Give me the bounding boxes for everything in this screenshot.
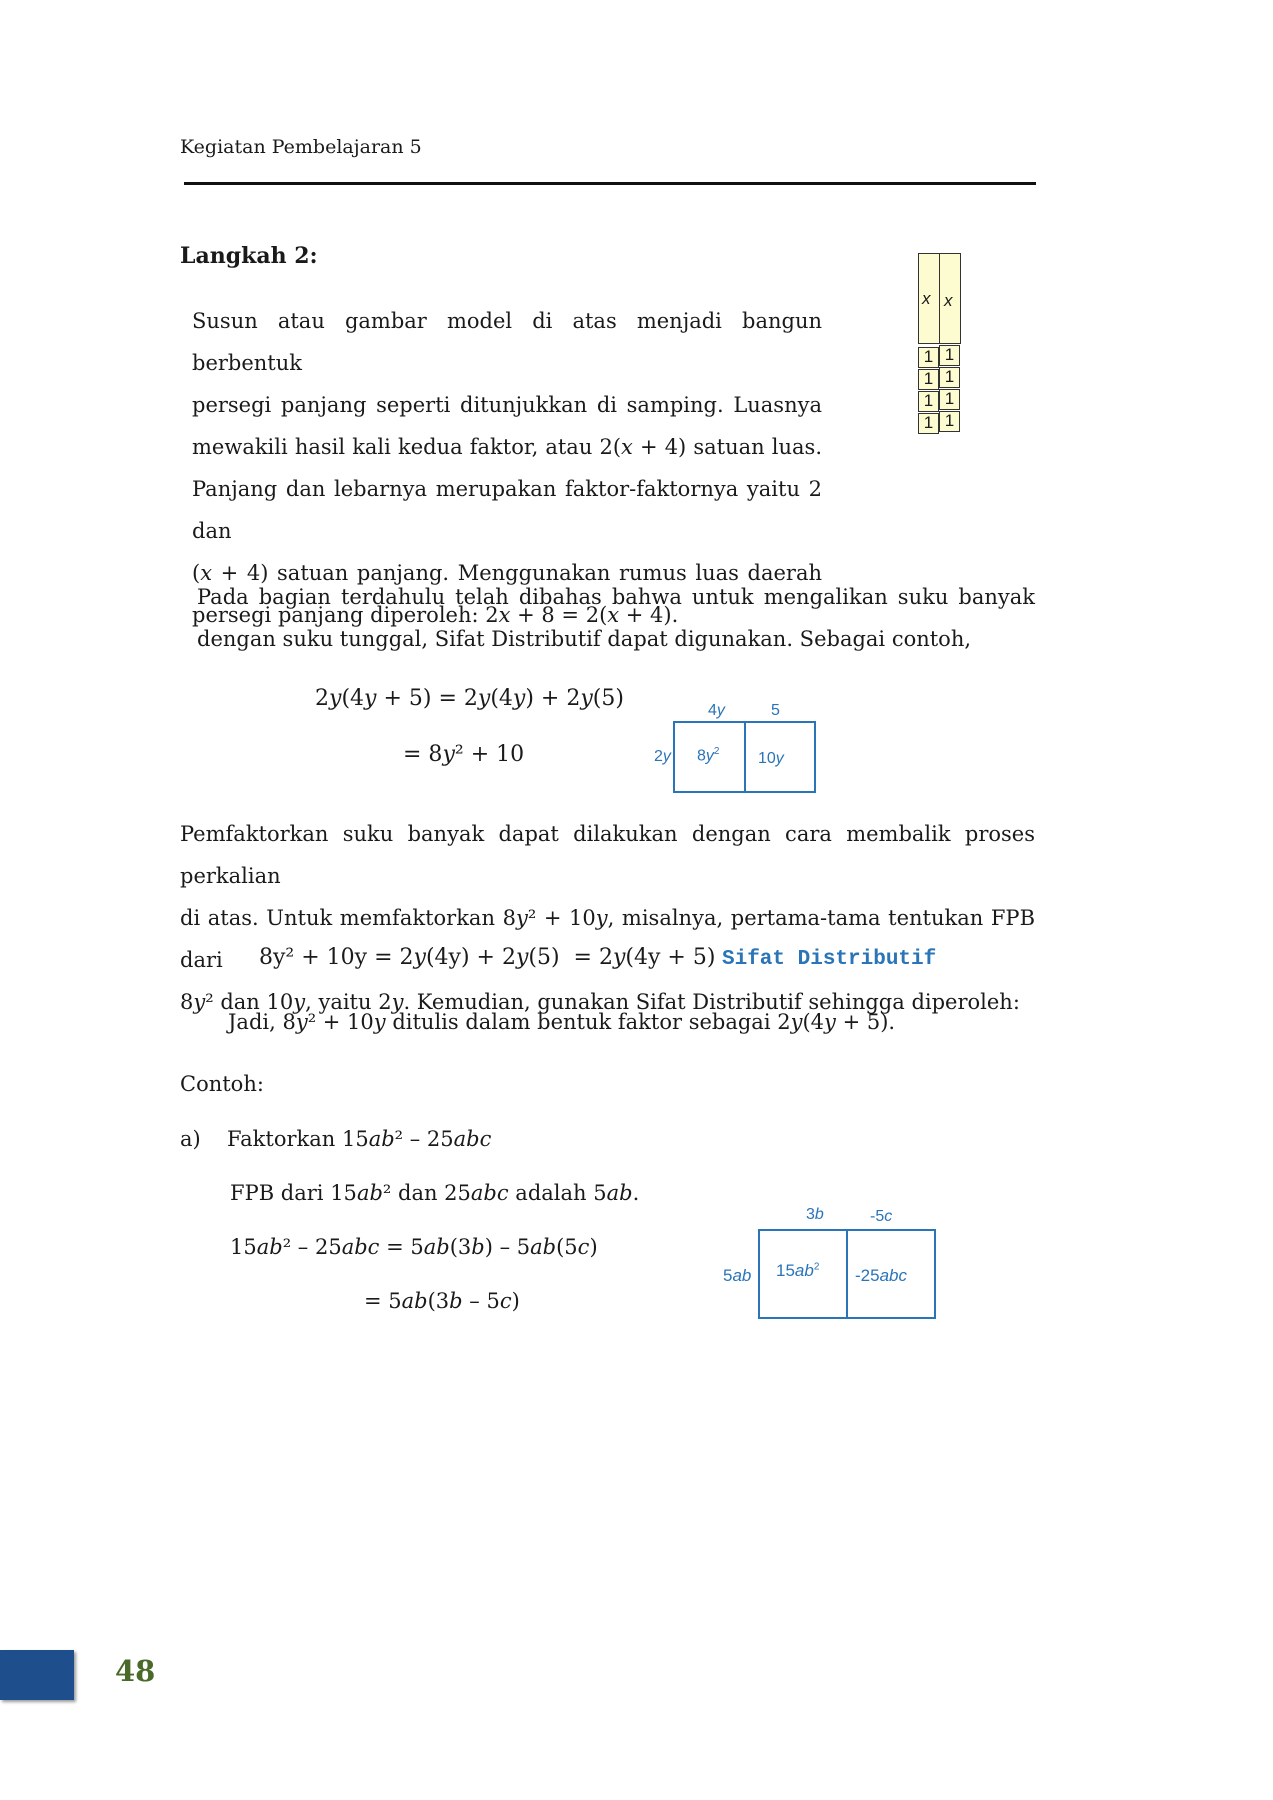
x-tile-1-label: x: [922, 289, 931, 308]
unit-tile: 1: [939, 411, 960, 432]
unit-tile: 1: [918, 369, 939, 390]
step-line-5: (x + 4) satuan panjang. Menggunakan rumus luas daerah: [192, 561, 822, 585]
area1-cell-left-text: $8y^2$: [697, 746, 720, 765]
distributive-line-2: dengan suku tunggal, Sifat Distributif dapat digunakan. Sebagai contoh,: [197, 627, 972, 651]
x-tile-2-label: x: [944, 291, 953, 310]
conclusion: Jadi, 8y² + 10y ditulis dalam bentuk faktor sebagai 2y(4y + 5).: [228, 1010, 896, 1034]
area2-top-left-label: 3b: [806, 1206, 824, 1223]
contoh-item-marker: a): [180, 1127, 201, 1151]
step-heading: Langkah 2:: [180, 243, 318, 269]
contoh-item-title: Faktorkan 15ab² – 25abc: [227, 1127, 492, 1151]
distributive-paragraph: [197, 576, 1035, 660]
header-title: Kegiatan Pembelajaran 5: [180, 136, 422, 158]
factor-eq-note: Sifat Distributif: [722, 948, 937, 971]
factoring-line-2: di atas. Untuk memfaktorkan 8y² + 10y, misalnya, pertama-tama tentukan FPB dari: [180, 906, 1035, 972]
area1-side-label: 2y: [654, 748, 671, 765]
distributive-line-1: Pada bagian terdahulu telah dibahas bahwa untuk mengalikan suku banyak: [197, 585, 1035, 609]
step-line-1: Susun atau gambar model di atas menjadi bangun berbentuk: [192, 309, 822, 375]
contoh-eq-line-2: = 5ab(3b – 5c): [364, 1289, 520, 1313]
unit-tile: 1: [918, 347, 939, 368]
contoh-fpb-line: FPB dari 15ab² dan 25abc adalah 5ab.: [230, 1181, 640, 1205]
area2-side-label: 5ab: [723, 1266, 752, 1285]
step-line-4: Panjang dan lebarnya merupakan faktor-faktornya yaitu 2 dan: [192, 477, 822, 543]
example-eq-line-1: 2y(4y + 5) = 2y(4y) + 2y(5): [315, 686, 624, 711]
footer-blue-block: [0, 1650, 74, 1700]
unit-tile: 1: [939, 345, 960, 366]
unit-tile: 1: [939, 367, 960, 388]
unit-tile: 1: [918, 413, 939, 434]
area1-top-right-label: 5: [771, 702, 780, 719]
page-number: 48: [115, 1654, 156, 1688]
area1-cell-right-text: 10y: [758, 750, 784, 767]
area2-cell-left-text: $15ab^2$: [776, 1261, 820, 1280]
step-line-2: persegi panjang seperti ditunjukkan di samping. Luasnya: [192, 393, 822, 417]
header-rule: [184, 182, 1036, 185]
factoring-line-1: Pemfaktorkan suku banyak dapat dilakukan dengan cara membalik proses perkalian: [180, 822, 1035, 888]
area2-cell-right-text: -25abc: [855, 1266, 907, 1285]
contoh-heading: Contoh:: [180, 1072, 264, 1096]
algebra-tiles-model: [918, 253, 966, 431]
unit-tile: 1: [918, 391, 939, 412]
factoring-line-3: 8y² dan 10y, yaitu 2y. Kemudian, gunakan Sifat Distributif sehingga diperoleh:: [180, 990, 1020, 1014]
factoring-paragraph: [180, 813, 1035, 1023]
step-line-3: mewakili hasil kali kedua faktor, atau 2(x + 4) satuan luas.: [192, 435, 822, 459]
contoh-eq-line-1: 15ab² – 25abc = 5ab(3b) – 5ab(5c): [230, 1235, 598, 1259]
unit-tile: 1: [939, 389, 960, 410]
step-line-6: persegi panjang diperoleh: 2x + 8 = 2(x + 4).: [192, 603, 679, 627]
factor-eq: 8y² + 10y = 2y(4y) + 2y(5) = 2y(4y + 5): [259, 945, 716, 970]
area1-top-left-label: 4y: [708, 702, 725, 719]
example-eq-line-2: = 8y² + 10: [403, 742, 525, 767]
area2-top-right-label: -5c: [870, 1208, 893, 1225]
